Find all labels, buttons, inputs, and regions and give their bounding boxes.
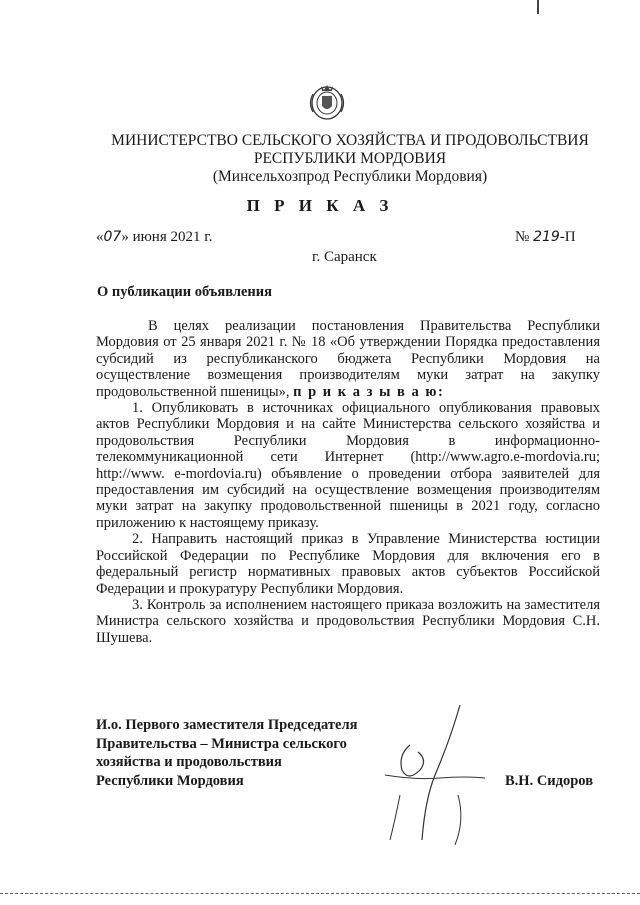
order-word: п р и к а з ы в а ю: <box>293 383 445 400</box>
body-item-2: 2. Направить настоящий приказ в Управление Министерства юстиции Российской Федерации по Республике Мордовия для включения его в федеральный регистр нормативных правовых актов субъектов Российской Федерации и прокуратуру Республики Мордовия. <box>96 531 600 597</box>
document-type: П Р И К А З <box>246 196 394 215</box>
signatory-line3: хозяйства и продовольствия <box>96 754 282 770</box>
date-day-handwritten: 07 <box>103 229 122 245</box>
signatory-line4: Республики Мордовия <box>96 772 244 789</box>
number-prefix: № <box>515 229 534 245</box>
signatory-line1: И.о. Первого заместителя Председателя <box>96 717 358 733</box>
bottom-rule <box>0 893 640 894</box>
signatory-line2: Правительства – Министра сельского <box>96 735 347 752</box>
city: г. Саранск <box>312 249 377 265</box>
intro-text: В целях реализации постановления Правительства Республики Мордовия от 25 января 2021 г. № 18 «Об утверждении Порядка предоставления субсидий из республиканского бюджета Республики Мордовия на осуществление возмещения производителям муки затрат на закупку продовольственной пшеницы», <box>96 318 600 400</box>
order-subject: О публикации объявления <box>97 284 272 300</box>
ministry-name-line1: МИНИСТЕРСТВО СЕЛЬСКОГО ХОЗЯЙСТВА И ПРОДОВОЛЬСТВИЯ <box>111 132 589 149</box>
order-number <box>515 229 576 246</box>
signatory-name: В.Н. Сидоров <box>505 773 594 789</box>
body-item-1: 1. Опубликовать в источниках официального опубликования правовых актов Республики Мордовия и на сайте Министерства сельского хозяйства и продовольствия Республики Мордовия в информационно-телекоммуникационной сети Интернет (http://www.agro.e-mordovia.ru; http://www. e-mordovia.ru) объявление о проведении отбора заявителей для предоставления им субсидий на осуществление возмещения производителям муки затрат на закупку продовольственной пшеницы в 2021 году, согласно приложению к настоящему приказу. <box>96 400 600 531</box>
number-handwritten: 219 <box>533 229 560 245</box>
coat-of-arms-emblem-icon <box>304 82 350 122</box>
date-quote-open: « <box>96 229 104 245</box>
ministry-header <box>60 132 640 186</box>
body-item-3: 3. Контроль за исполнением настоящего приказа возложить на заместителя Министра сельского хозяйства и продовольствия Республики Мордовия С.Н. Шушева. <box>96 596 600 646</box>
signatory-title <box>96 716 357 790</box>
scan-edge-mark <box>537 0 539 14</box>
number-suffix: -П <box>559 229 576 245</box>
body-intro <box>96 318 600 400</box>
ministry-name-line2: РЕСПУБЛИКИ МОРДОВИЯ <box>253 150 447 167</box>
ministry-short-name: (Минсельхозпрод Республики Мордовия) <box>212 168 488 185</box>
order-date <box>96 229 212 246</box>
handwritten-signature-icon <box>380 700 490 850</box>
order-body <box>96 318 600 646</box>
date-month-year: » июня 2021 г. <box>121 229 213 245</box>
